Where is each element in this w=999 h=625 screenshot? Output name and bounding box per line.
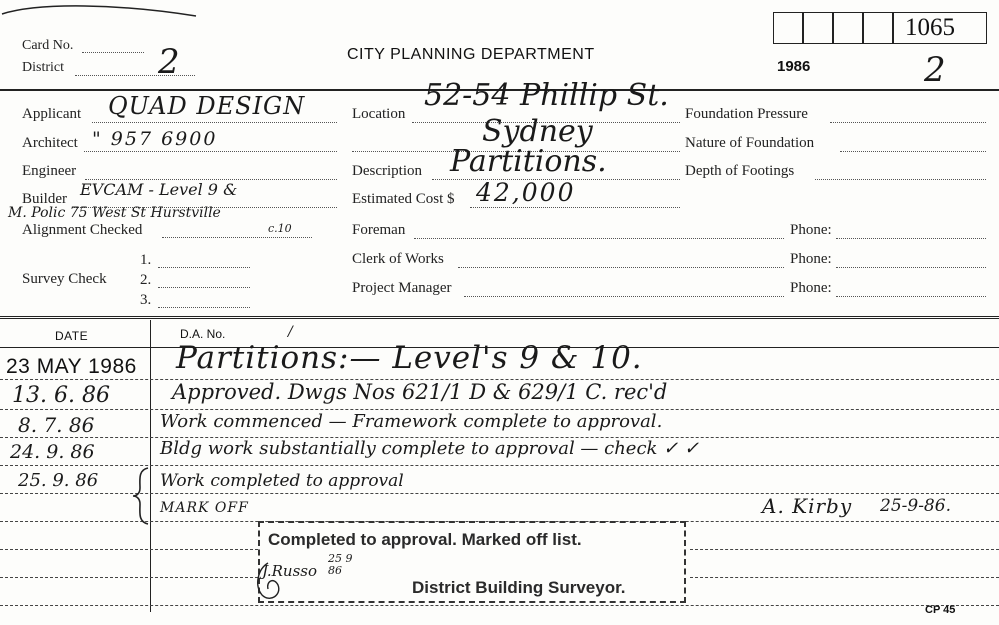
district-label: District: [22, 60, 64, 75]
log-rule-8b: [690, 577, 999, 578]
architect-label: Architect: [22, 135, 78, 151]
signature-date: 25-9-86.: [880, 496, 951, 516]
stamp-line-2: District Building Surveyor.: [412, 578, 626, 597]
da-value: /: [288, 324, 293, 340]
date-header: DATE: [55, 329, 89, 343]
log-rule-7: [0, 549, 258, 550]
log-entry-4: Bldg work substantially complete to approval — check ✓ ✓: [160, 438, 700, 459]
number-box-4: [863, 12, 893, 44]
foreman-phone-line: [836, 238, 986, 239]
survey-item-1: 1.: [140, 252, 152, 268]
da-header: D.A. No.: [180, 327, 226, 341]
log-date-4: 24. 9. 86: [10, 441, 95, 463]
year: 1986: [777, 58, 811, 75]
clerk-label: Clerk of Works: [352, 251, 444, 267]
district-value: 2: [158, 42, 180, 82]
applicant-line: [92, 122, 337, 123]
engineer-label: Engineer: [22, 163, 77, 179]
card-no-label: Card No.: [22, 38, 74, 53]
department-title: CITY PLANNING DEPARTMENT: [347, 46, 595, 63]
alignment-line: [162, 237, 312, 238]
card-number-hand: 2: [924, 50, 946, 90]
location-value: 52-54 Phillip St.: [424, 78, 669, 113]
foreman-phone-label: Phone:: [790, 222, 832, 238]
survey-label: Survey Check: [22, 271, 107, 287]
log-date-1: 23 MAY 1986: [6, 355, 137, 378]
log-rule-7b: [690, 549, 999, 550]
card-no-line: [82, 52, 144, 53]
builder-value: EVCAM - Level 9 &: [80, 180, 238, 199]
clerk-line: [458, 267, 784, 268]
log-entry-2: Approved. Dwgs Nos 621/1 D & 629/1 C. rec'd: [172, 380, 668, 404]
stamp-scribble: [248, 555, 298, 605]
cost-line: [470, 207, 680, 208]
survey-line-2: [158, 287, 250, 288]
pm-phone-line: [836, 296, 986, 297]
foundation-pressure-label: Foundation Pressure: [685, 106, 808, 122]
foreman-line: [414, 238, 784, 239]
stamp-line-1: Completed to approval. Marked off list.: [268, 530, 582, 549]
number-box-1: [773, 12, 803, 44]
log-entry-5: Work completed to approval: [160, 471, 404, 491]
number-box-3: [833, 12, 863, 44]
log-entry-1: Partitions:— Level's 9 & 10.: [176, 340, 643, 376]
log-entry-3: Work commenced — Framework complete to approval.: [160, 411, 663, 432]
footings-line: [815, 179, 986, 180]
log-rule-9: [0, 605, 999, 606]
stamp-date: 25 9 86: [328, 552, 353, 577]
footings-label: Depth of Footings: [685, 163, 795, 179]
foundation-nature-label: Nature of Foundation: [685, 135, 815, 151]
survey-item-3: 3.: [140, 292, 152, 308]
foundation-nature-line: [840, 151, 986, 152]
builder-label: Builder: [22, 191, 67, 207]
clerk-phone-label: Phone:: [790, 251, 832, 267]
curly-brace: [130, 466, 152, 526]
location-label: Location: [352, 106, 406, 122]
log-date-2: 13. 6. 86: [12, 383, 110, 408]
survey-line-1: [158, 267, 250, 268]
log-date-3: 8. 7. 86: [18, 413, 95, 437]
number-box-2: [803, 12, 833, 44]
form-code: CP 45: [925, 604, 956, 616]
survey-item-2: 2.: [140, 272, 152, 288]
pm-label: Project Manager: [352, 280, 452, 296]
cost-value: 42,000: [476, 178, 576, 207]
card-number: 1065: [905, 14, 955, 41]
description-value: Partitions.: [450, 144, 607, 179]
architect-value: " 957 6900: [92, 128, 218, 150]
foundation-pressure-line: [830, 122, 986, 123]
alignment-value: c.10: [268, 222, 292, 235]
alignment-label: Alignment Checked: [22, 222, 143, 238]
applicant-label: Applicant: [22, 106, 82, 122]
log-date-5: 25. 9. 86: [18, 470, 99, 491]
signature: A. Kirby: [762, 494, 853, 518]
log-entry-6: MARK OFF: [160, 500, 249, 516]
log-rule-8: [0, 577, 258, 578]
pm-phone-label: Phone:: [790, 280, 832, 296]
corner-curve: [0, 0, 200, 30]
clerk-phone-line: [836, 267, 986, 268]
log-divider: [0, 316, 999, 319]
survey-line-3: [158, 307, 250, 308]
description-label: Description: [352, 163, 422, 179]
applicant-value: QUAD DESIGN: [108, 92, 306, 120]
cost-label: Estimated Cost $: [352, 191, 455, 207]
pm-line: [464, 296, 784, 297]
architect-line: [84, 151, 337, 152]
builder-note: M. Polic 75 West St Hurstville: [8, 205, 221, 221]
foreman-label: Foreman: [352, 222, 406, 238]
log-rule-2: [0, 409, 999, 410]
stamp-initials: J.Russo: [262, 562, 317, 580]
location-value-2: Sydney: [482, 114, 593, 149]
